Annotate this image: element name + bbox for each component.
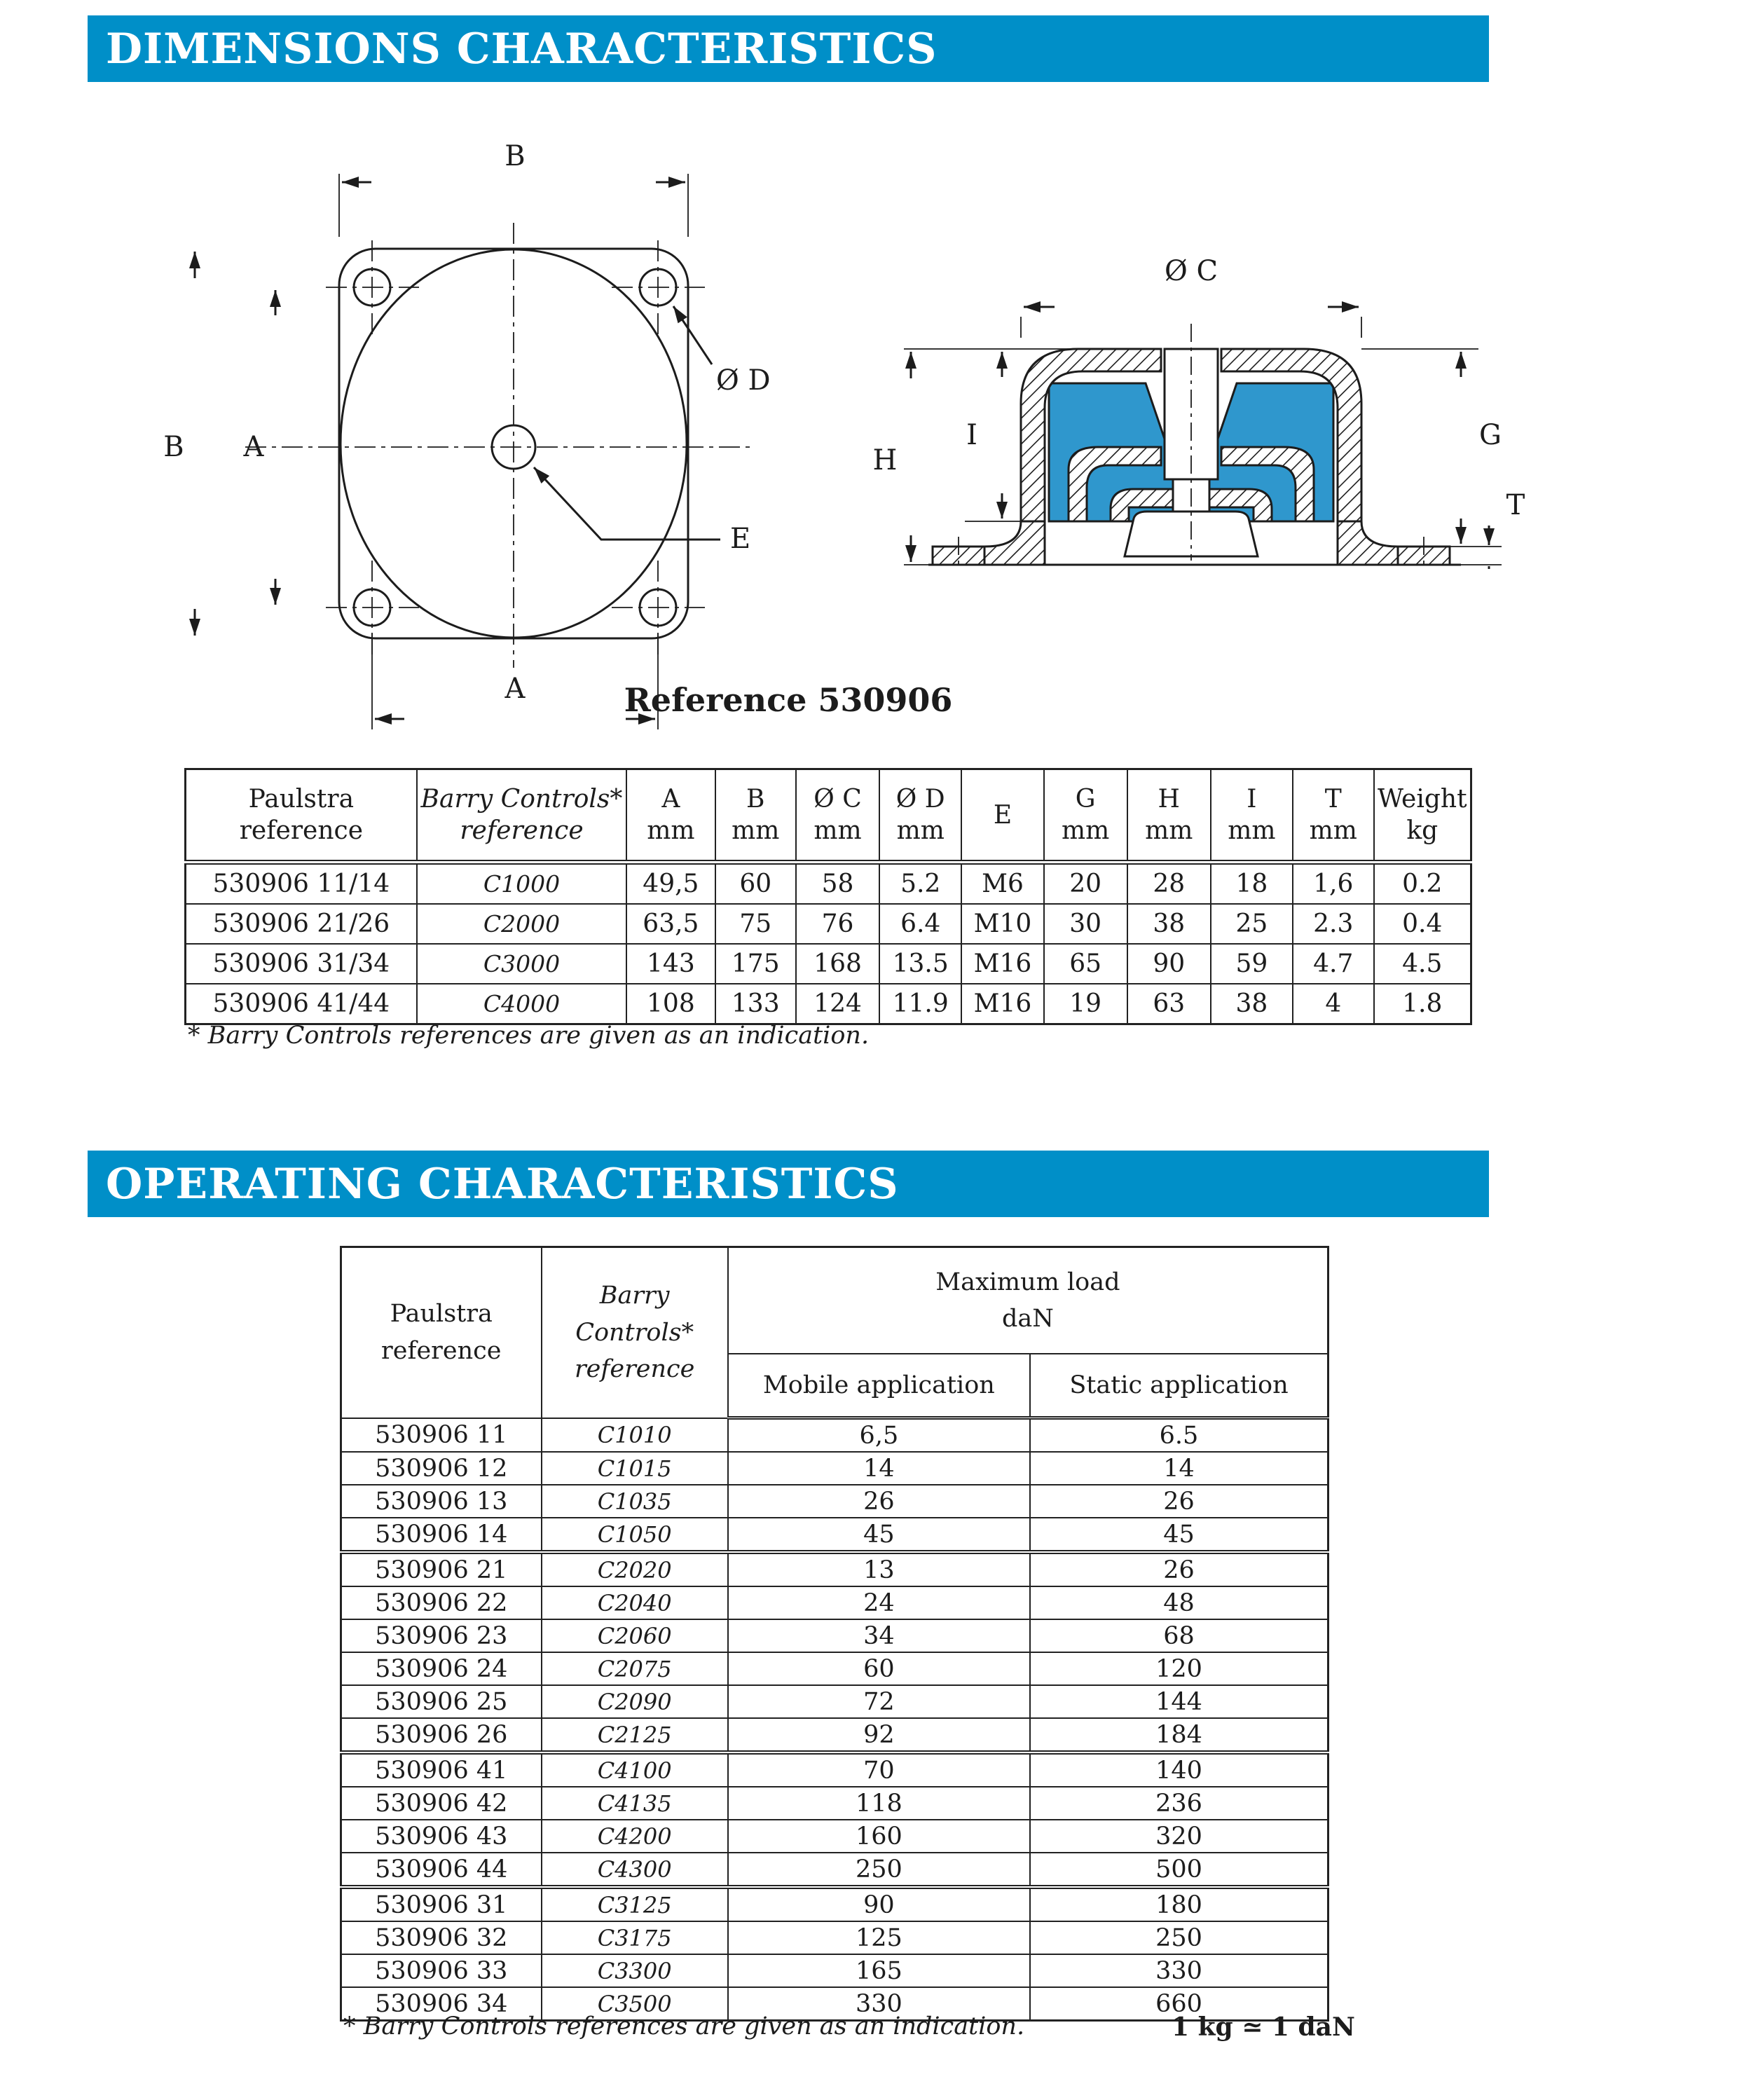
table-cell: 38 (1127, 904, 1211, 944)
dim-col-header: Ø D mm (879, 769, 961, 863)
table-cell: 58 (796, 863, 879, 905)
col-header-static: Static application (1030, 1354, 1329, 1418)
table-cell: C2075 (542, 1652, 728, 1685)
table-cell: 0.2 (1374, 863, 1471, 905)
table-cell: 63 (1127, 984, 1211, 1024)
table-cell: C3500 (542, 1987, 728, 2021)
table-cell: C4000 (417, 984, 627, 1024)
cross-section-drawing (844, 247, 1538, 569)
table-cell: 72 (728, 1685, 1030, 1718)
table-cell: 108 (626, 984, 715, 1024)
dim-col-header: Barry Controls* reference (417, 769, 627, 863)
dim-label-b-top: B (504, 140, 526, 172)
table-cell: 330 (728, 1987, 1030, 2021)
dim-label-i: I (966, 419, 977, 451)
dim-col-header: Ø C mm (796, 769, 879, 863)
col-header-paulstra: Paulstra reference (341, 1247, 542, 1418)
table-row (341, 1718, 1329, 1752)
dimensions-footnote: * Barry Controls references are given as an indication. (188, 1022, 870, 1050)
table-cell: 90 (728, 1887, 1030, 1921)
dim-label-a-bottom: A (504, 673, 526, 705)
dim-label-hole-d: Ø D (716, 364, 771, 397)
dimensions-table (184, 768, 1472, 1025)
dim-label-b-left: B (163, 431, 184, 463)
table-cell: 530906 44 (341, 1853, 542, 1887)
table-cell: 70 (728, 1752, 1030, 1787)
table-cell: 30 (1044, 904, 1127, 944)
table-cell: 1.8 (1374, 984, 1471, 1024)
table-cell: 530906 11/14 (186, 863, 417, 905)
table-row (341, 1518, 1329, 1552)
table-row (186, 984, 1471, 1024)
table-cell: C4100 (542, 1752, 728, 1787)
table-cell: C3000 (417, 944, 627, 984)
table-cell: 530906 24 (341, 1652, 542, 1685)
table-row (341, 1418, 1329, 1453)
operating-table-wrap (340, 1246, 1329, 2022)
dim-label-h: H (872, 444, 898, 476)
table-cell: 59 (1211, 944, 1293, 984)
table-cell: 530906 11 (341, 1418, 542, 1453)
table-cell: 530906 33 (341, 1954, 542, 1987)
table-cell: 49,5 (626, 863, 715, 905)
table-cell: C4300 (542, 1853, 728, 1887)
table-cell: C2125 (542, 1718, 728, 1752)
table-row (341, 1552, 1329, 1586)
table-cell: M10 (961, 904, 1043, 944)
table-cell: 320 (1030, 1820, 1329, 1853)
table-cell: 250 (1030, 1921, 1329, 1954)
table-cell: 14 (728, 1452, 1030, 1485)
table-cell: 175 (715, 944, 796, 984)
table-row (186, 944, 1471, 984)
table-row (341, 1954, 1329, 1987)
dim-label-t: T (1506, 489, 1525, 521)
table-cell: C1015 (542, 1452, 728, 1485)
dim-col-header: E (961, 769, 1043, 863)
table-cell: 530906 43 (341, 1820, 542, 1853)
table-cell: 143 (626, 944, 715, 984)
table-cell: 250 (728, 1853, 1030, 1887)
dim-col-header: A mm (626, 769, 715, 863)
dim-col-header: T mm (1293, 769, 1373, 863)
table-cell: C3175 (542, 1921, 728, 1954)
table-cell: C1035 (542, 1485, 728, 1518)
table-row (341, 1452, 1329, 1485)
table-cell: 144 (1030, 1685, 1329, 1718)
table-cell: 530906 31/34 (186, 944, 417, 984)
top-view-drawing (133, 104, 778, 734)
table-cell: 90 (1127, 944, 1211, 984)
table-cell: 530906 12 (341, 1452, 542, 1485)
table-cell: 48 (1030, 1586, 1329, 1619)
table-row (341, 1887, 1329, 1921)
table-cell: 14 (1030, 1452, 1329, 1485)
col-header-max-load: Maximum load daN (728, 1247, 1329, 1354)
table-cell: 124 (796, 984, 879, 1024)
table-cell: 530906 31 (341, 1887, 542, 1921)
table-cell: 530906 14 (341, 1518, 542, 1552)
table-cell: 530906 13 (341, 1485, 542, 1518)
table-cell: 530906 23 (341, 1619, 542, 1652)
table-cell: 4.7 (1293, 944, 1373, 984)
table-cell: C1010 (542, 1418, 728, 1453)
table-row (186, 863, 1471, 905)
table-cell: 530906 34 (341, 1987, 542, 2021)
table-cell: C2000 (417, 904, 627, 944)
table-cell: 19 (1044, 984, 1127, 1024)
table-cell: 24 (728, 1586, 1030, 1619)
table-cell: M16 (961, 944, 1043, 984)
table-cell: 118 (728, 1787, 1030, 1820)
dim-col-header: Paulstra reference (186, 769, 417, 863)
table-cell: 530906 25 (341, 1685, 542, 1718)
table-cell: 120 (1030, 1652, 1329, 1685)
section-title-operating: OPERATING CHARACTERISTICS (88, 1151, 1489, 1217)
col-header-barry: Barry Controls* reference (542, 1247, 728, 1418)
table-cell: 34 (728, 1619, 1030, 1652)
dim-label-e: E (730, 523, 751, 555)
table-cell: 45 (728, 1518, 1030, 1552)
table-row (341, 1921, 1329, 1954)
dim-col-header: G mm (1044, 769, 1127, 863)
table-cell: 13.5 (879, 944, 961, 984)
table-row (186, 904, 1471, 944)
table-cell: C3125 (542, 1887, 728, 1921)
table-cell: 26 (1030, 1552, 1329, 1586)
table-cell: C1000 (417, 863, 627, 905)
table-cell: 5.2 (879, 863, 961, 905)
table-row (341, 1820, 1329, 1853)
table-row (341, 1853, 1329, 1887)
table-cell: 45 (1030, 1518, 1329, 1552)
table-cell: 530906 26 (341, 1718, 542, 1752)
table-cell: 140 (1030, 1752, 1329, 1787)
table-row (341, 1485, 1329, 1518)
table-cell: 125 (728, 1921, 1030, 1954)
table-cell: 6.5 (1030, 1418, 1329, 1453)
table-cell: 500 (1030, 1853, 1329, 1887)
table-cell: 160 (728, 1820, 1030, 1853)
table-cell: 65 (1044, 944, 1127, 984)
table-cell: C1050 (542, 1518, 728, 1552)
col-header-mobile: Mobile application (728, 1354, 1030, 1418)
table-cell: 2.3 (1293, 904, 1373, 944)
table-cell: 184 (1030, 1718, 1329, 1752)
table-cell: 11.9 (879, 984, 961, 1024)
table-cell: 530906 32 (341, 1921, 542, 1954)
dim-label-a-left: A (243, 431, 264, 463)
table-cell: 530906 41 (341, 1752, 542, 1787)
table-cell: 6,5 (728, 1418, 1030, 1453)
table-cell: C4135 (542, 1787, 728, 1820)
dimensions-table-wrap (184, 768, 1472, 1025)
table-cell: 75 (715, 904, 796, 944)
table-cell: 660 (1030, 1987, 1329, 2021)
table-cell: 165 (728, 1954, 1030, 1987)
operating-table (340, 1246, 1329, 2022)
table-row (341, 1787, 1329, 1820)
table-cell: 168 (796, 944, 879, 984)
dim-col-header: Weight kg (1374, 769, 1471, 863)
dim-label-c: Ø C (1164, 255, 1218, 287)
table-cell: 4.5 (1374, 944, 1471, 984)
table-row (341, 1685, 1329, 1718)
reference-caption: Reference 530906 (624, 681, 953, 719)
table-cell: 25 (1211, 904, 1293, 944)
table-cell: 1,6 (1293, 863, 1373, 905)
table-cell: C3300 (542, 1954, 728, 1987)
table-cell: 530906 21 (341, 1552, 542, 1586)
table-cell: 4 (1293, 984, 1373, 1024)
table-cell: C2020 (542, 1552, 728, 1586)
table-cell: 18 (1211, 863, 1293, 905)
table-cell: 13 (728, 1552, 1030, 1586)
table-cell: 0.4 (1374, 904, 1471, 944)
table-cell: 20 (1044, 863, 1127, 905)
table-cell: 530906 22 (341, 1586, 542, 1619)
kg-dan-note: 1 kg ≃ 1 daN (1172, 2012, 1355, 2042)
table-cell: 28 (1127, 863, 1211, 905)
table-cell: 68 (1030, 1619, 1329, 1652)
table-cell: 26 (1030, 1485, 1329, 1518)
table-row (341, 1752, 1329, 1787)
table-row (341, 1652, 1329, 1685)
table-cell: 76 (796, 904, 879, 944)
table-cell: 530906 41/44 (186, 984, 417, 1024)
table-cell: 330 (1030, 1954, 1329, 1987)
table-cell: C4200 (542, 1820, 728, 1853)
table-cell: 6.4 (879, 904, 961, 944)
table-cell: C2040 (542, 1586, 728, 1619)
table-cell: 236 (1030, 1787, 1329, 1820)
table-cell: 26 (728, 1485, 1030, 1518)
table-cell: 38 (1211, 984, 1293, 1024)
table-cell: 92 (728, 1718, 1030, 1752)
dim-col-header: I mm (1211, 769, 1293, 863)
table-cell: 60 (715, 863, 796, 905)
table-cell: 180 (1030, 1887, 1329, 1921)
table-cell: 63,5 (626, 904, 715, 944)
dim-col-header: B mm (715, 769, 796, 863)
table-cell: 133 (715, 984, 796, 1024)
table-cell: M16 (961, 984, 1043, 1024)
dim-label-g: G (1479, 419, 1502, 451)
operating-footnote: * Barry Controls references are given as an indication. (343, 2012, 1025, 2040)
table-cell: 60 (728, 1652, 1030, 1685)
table-cell: 530906 21/26 (186, 904, 417, 944)
table-cell: C2060 (542, 1619, 728, 1652)
dim-col-header: H mm (1127, 769, 1211, 863)
table-cell: C2090 (542, 1685, 728, 1718)
table-row (341, 1619, 1329, 1652)
table-cell: 530906 42 (341, 1787, 542, 1820)
table-row (341, 1586, 1329, 1619)
section-title-dimensions: DIMENSIONS CHARACTERISTICS (88, 15, 1489, 82)
table-cell: M6 (961, 863, 1043, 905)
